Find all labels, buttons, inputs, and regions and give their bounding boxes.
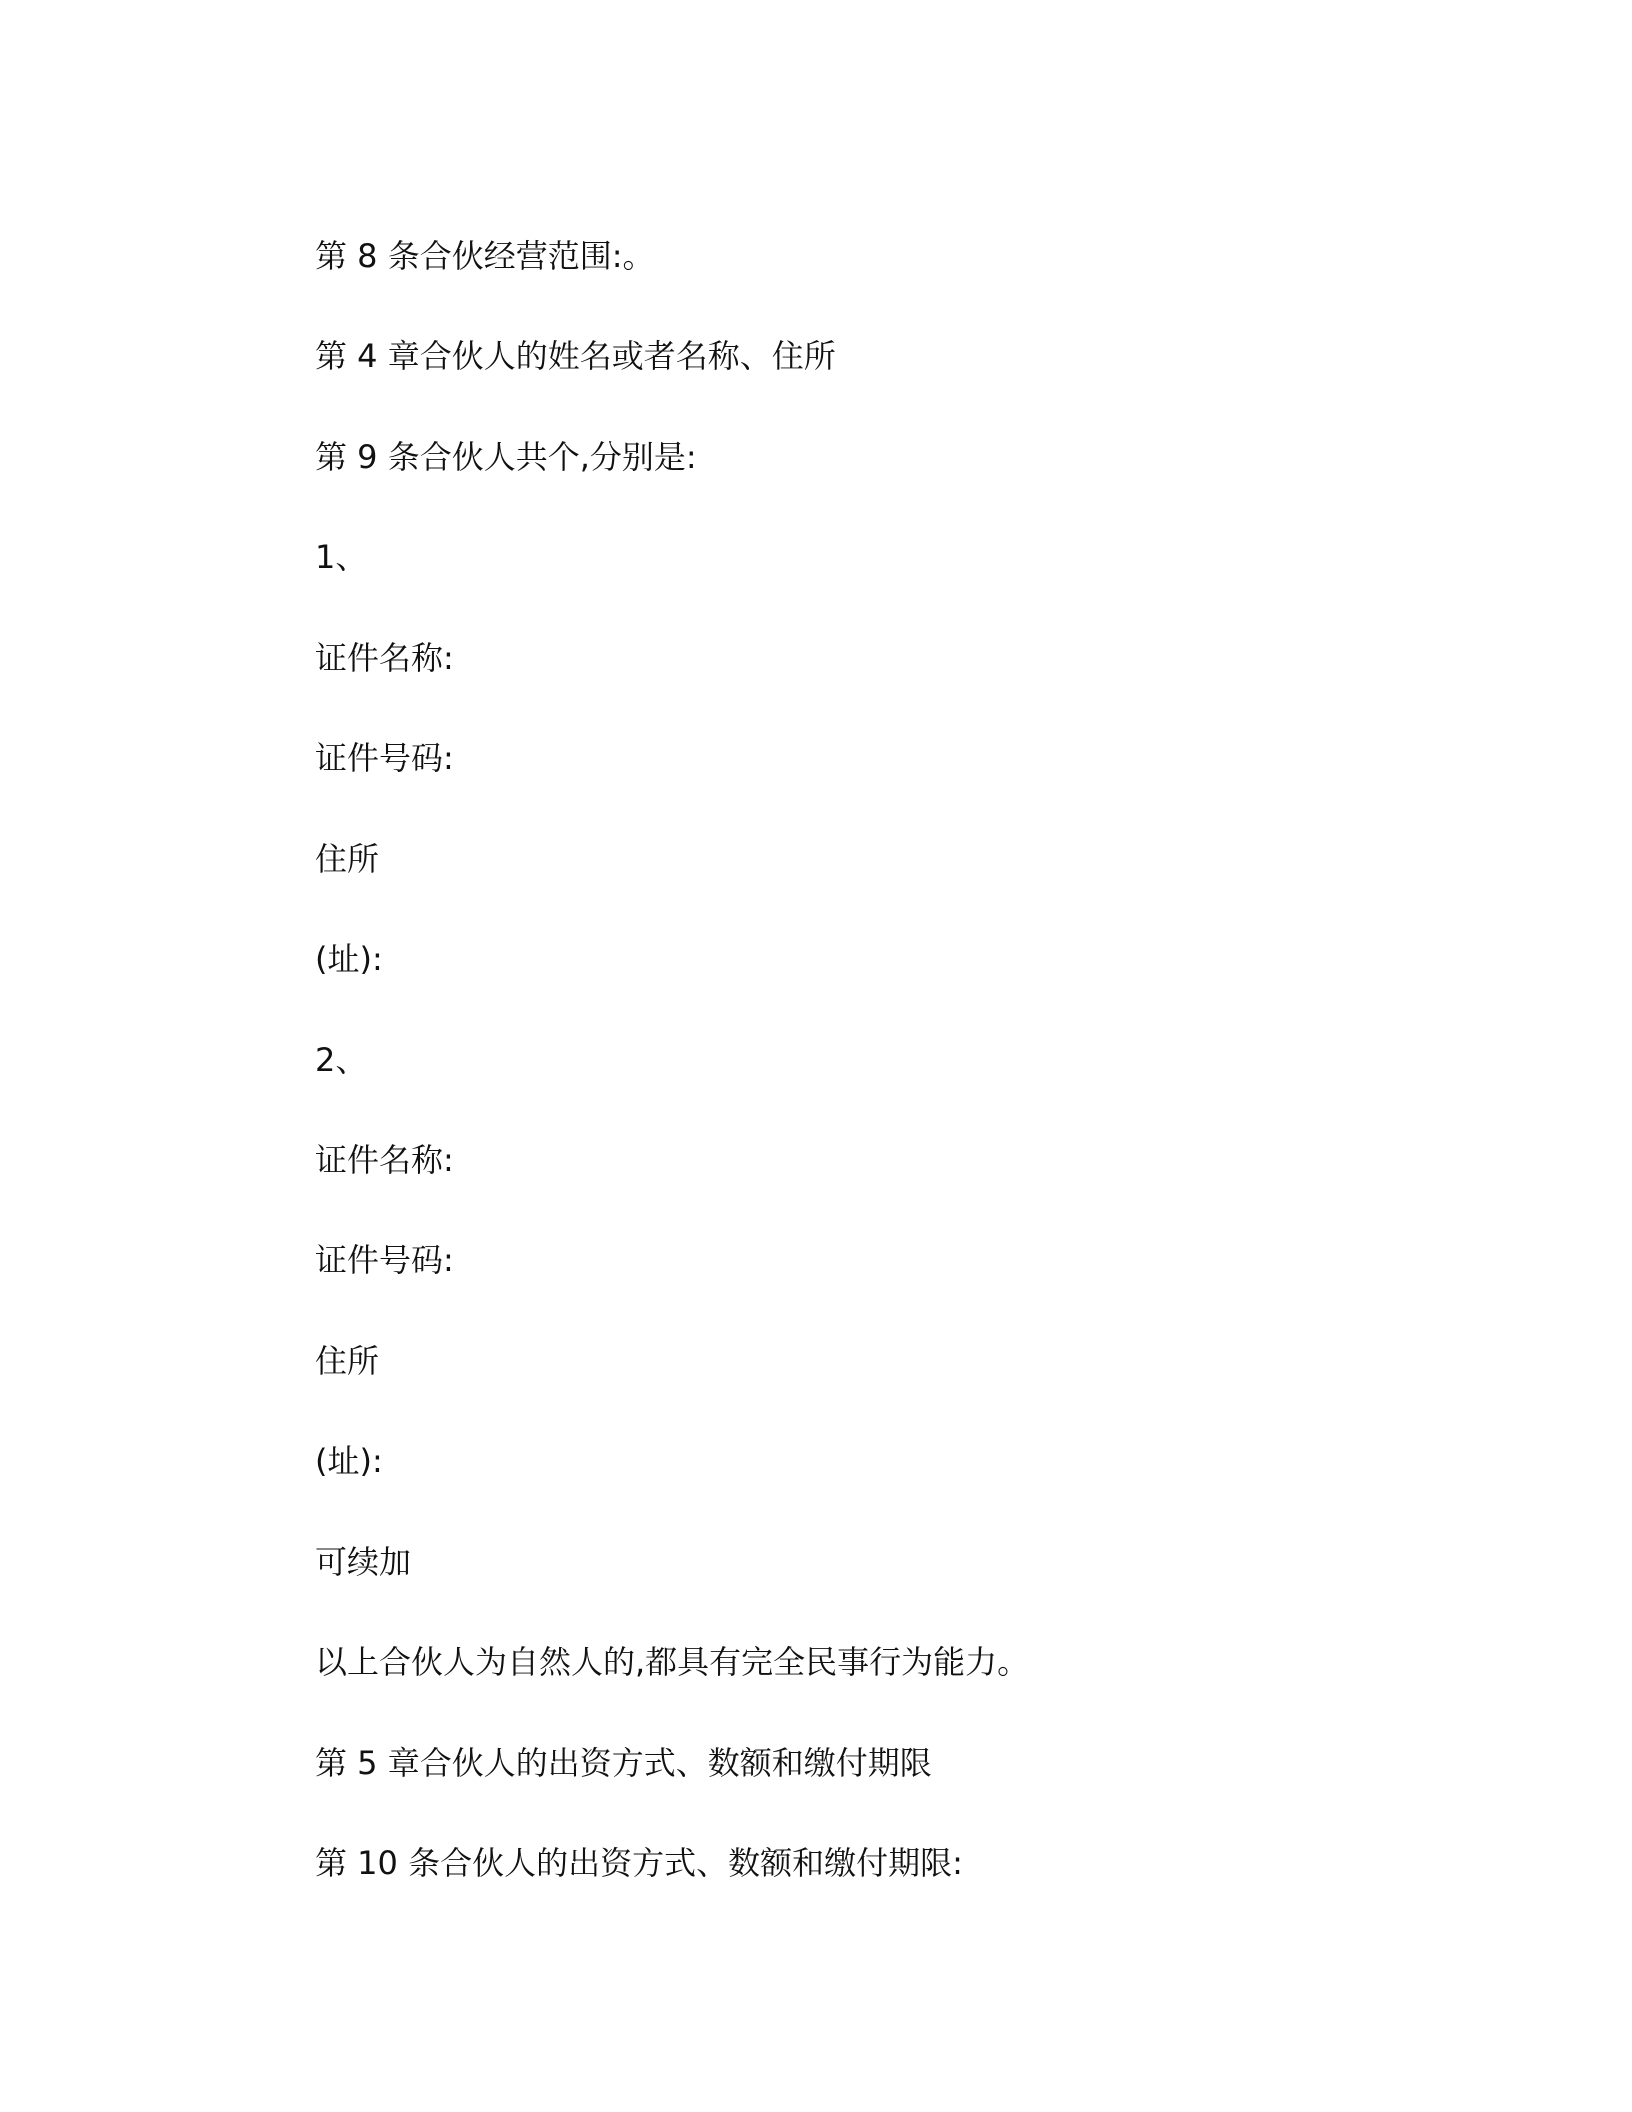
partner-2-address: (址): [315,1442,383,1480]
chapter-5-heading: 第 5 章合伙人的出资方式、数额和缴付期限 [315,1744,932,1782]
partner-2-id-number: 证件号码: [315,1241,454,1279]
partner-1-address: (址): [315,940,383,978]
article-10-contribution: 第 10 条合伙人的出资方式、数额和缴付期限: [315,1844,963,1882]
partner-2-number: 2、 [315,1041,368,1079]
chapter-4-heading: 第 4 章合伙人的姓名或者名称、住所 [315,337,836,375]
partner-1-number: 1、 [315,538,368,576]
partner-1-id-type: 证件名称: [315,639,454,677]
partner-1-residence: 住所 [315,840,380,878]
partner-2-id-type: 证件名称: [315,1141,454,1179]
partner-2-residence: 住所 [315,1342,380,1380]
capacity-statement: 以上合伙人为自然人的,都具有完全民事行为能力。 [315,1643,1030,1681]
article-9-partners: 第 9 条合伙人共个,分别是: [315,438,697,476]
partner-1-id-number: 证件号码: [315,739,454,777]
continuation-note: 可续加 [315,1543,412,1581]
article-8-scope: 第 8 条合伙经营范围:。 [315,237,655,275]
